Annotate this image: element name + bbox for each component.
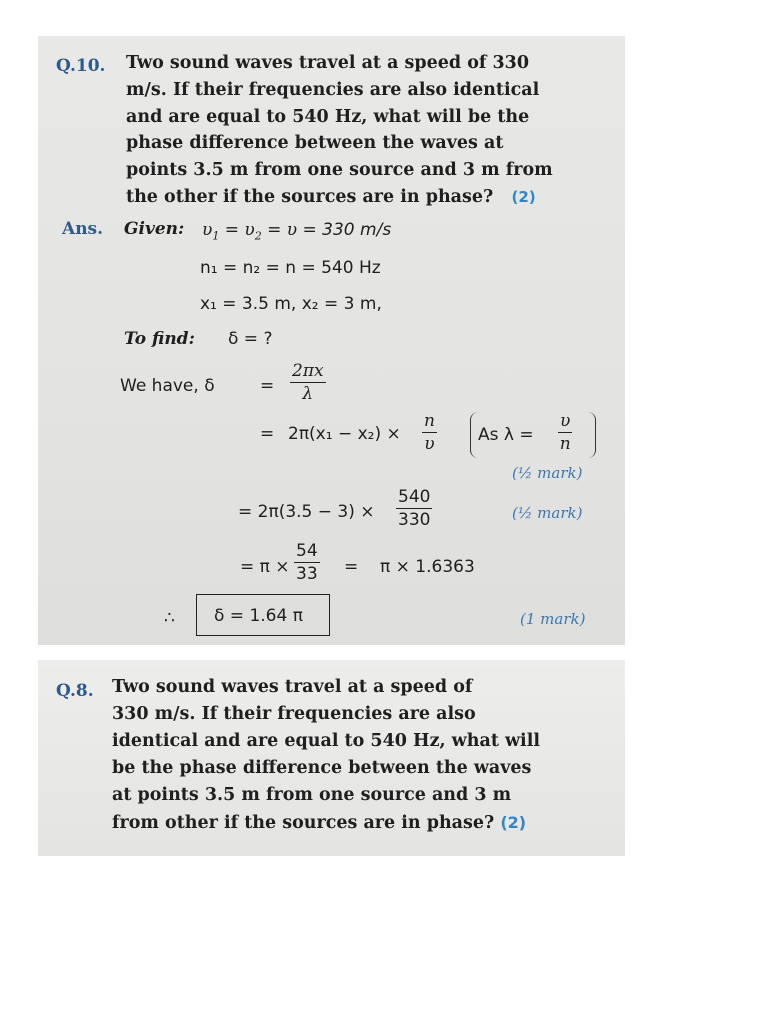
- question-line: points 3.5 m from one source and 3 m from: [126, 160, 553, 181]
- question-line: phase difference between the waves at: [126, 133, 504, 154]
- question-line: m/s. If their frequencies are also identical: [126, 79, 540, 100]
- question-line: at points 3.5 m from one source and 3 m: [112, 785, 512, 805]
- fraction-2pix-over-lambda: $\frac{2\pi x}{\lambda}$: [292, 361, 324, 404]
- question-line: identical and are equal to 540 Hz, what will: [112, 731, 540, 751]
- given-velocity: $\upsilon_1 = \upsilon_2 = \upsilon = 330$ m/s: [202, 220, 392, 243]
- equals-sign: =: [260, 376, 275, 396]
- step4-expression: = π ×: [240, 557, 290, 577]
- question-clipping-q8: [38, 660, 625, 856]
- marks-badge: (2): [500, 813, 527, 832]
- question-number: Q.8.: [56, 681, 94, 701]
- given-distances: x₁ = 3.5 m, x₂ = 3 m,: [200, 294, 382, 314]
- half-mark-2: (½ mark): [512, 504, 583, 522]
- step3-expression: = 2π(3.5 − 3) ×: [238, 502, 375, 522]
- therefore-symbol: ∴: [164, 608, 175, 628]
- question-number: Q.10.: [56, 56, 106, 76]
- answer-label: Ans.: [62, 219, 104, 239]
- question-text: [126, 50, 553, 211]
- fraction-540-over-330: $\frac{540}{330}$: [398, 487, 431, 530]
- marks-badge: (2): [511, 187, 536, 206]
- one-mark: (1 mark): [520, 610, 586, 628]
- given-label: Given:: [124, 219, 185, 239]
- result-value: δ = 1.64 π: [214, 606, 303, 626]
- to-find-label: To find:: [124, 329, 195, 349]
- answer-clipping-q10: [38, 36, 625, 645]
- fraction-n-over-v: $\frac{n}{\upsilon}$: [424, 411, 435, 454]
- question-line: Two sound waves travel at a speed of 330: [126, 53, 530, 73]
- question-line: the other if the sources are in phase? (2): [126, 186, 536, 207]
- question-line: be the phase difference between the waves: [112, 758, 532, 778]
- question-text: [112, 674, 540, 837]
- question-line: Two sound waves travel at a speed of: [112, 677, 473, 697]
- step4-result: π × 1.6363: [380, 557, 475, 577]
- fraction-v-over-n: $\frac{\upsilon}{n}$: [559, 411, 571, 454]
- half-mark-1: (½ mark): [512, 464, 583, 482]
- to-find-value: δ = ?: [228, 329, 273, 349]
- question-line: from other if the sources are in phase? (2): [112, 813, 527, 833]
- we-have: We have, δ: [120, 376, 215, 396]
- equals-sign: =: [260, 424, 275, 444]
- question-line: 330 m/s. If their frequencies are also: [112, 704, 476, 724]
- as-lambda: As λ =: [478, 425, 534, 445]
- step2-expression: 2π(x₁ − x₂) ×: [288, 424, 401, 444]
- given-frequency: n₁ = n₂ = n = 540 Hz: [200, 258, 381, 278]
- question-line: and are equal to 540 Hz, what will be the: [126, 106, 530, 127]
- equals-sign: =: [344, 557, 359, 577]
- fraction-54-over-33: $\frac{54}{33}$: [296, 541, 318, 584]
